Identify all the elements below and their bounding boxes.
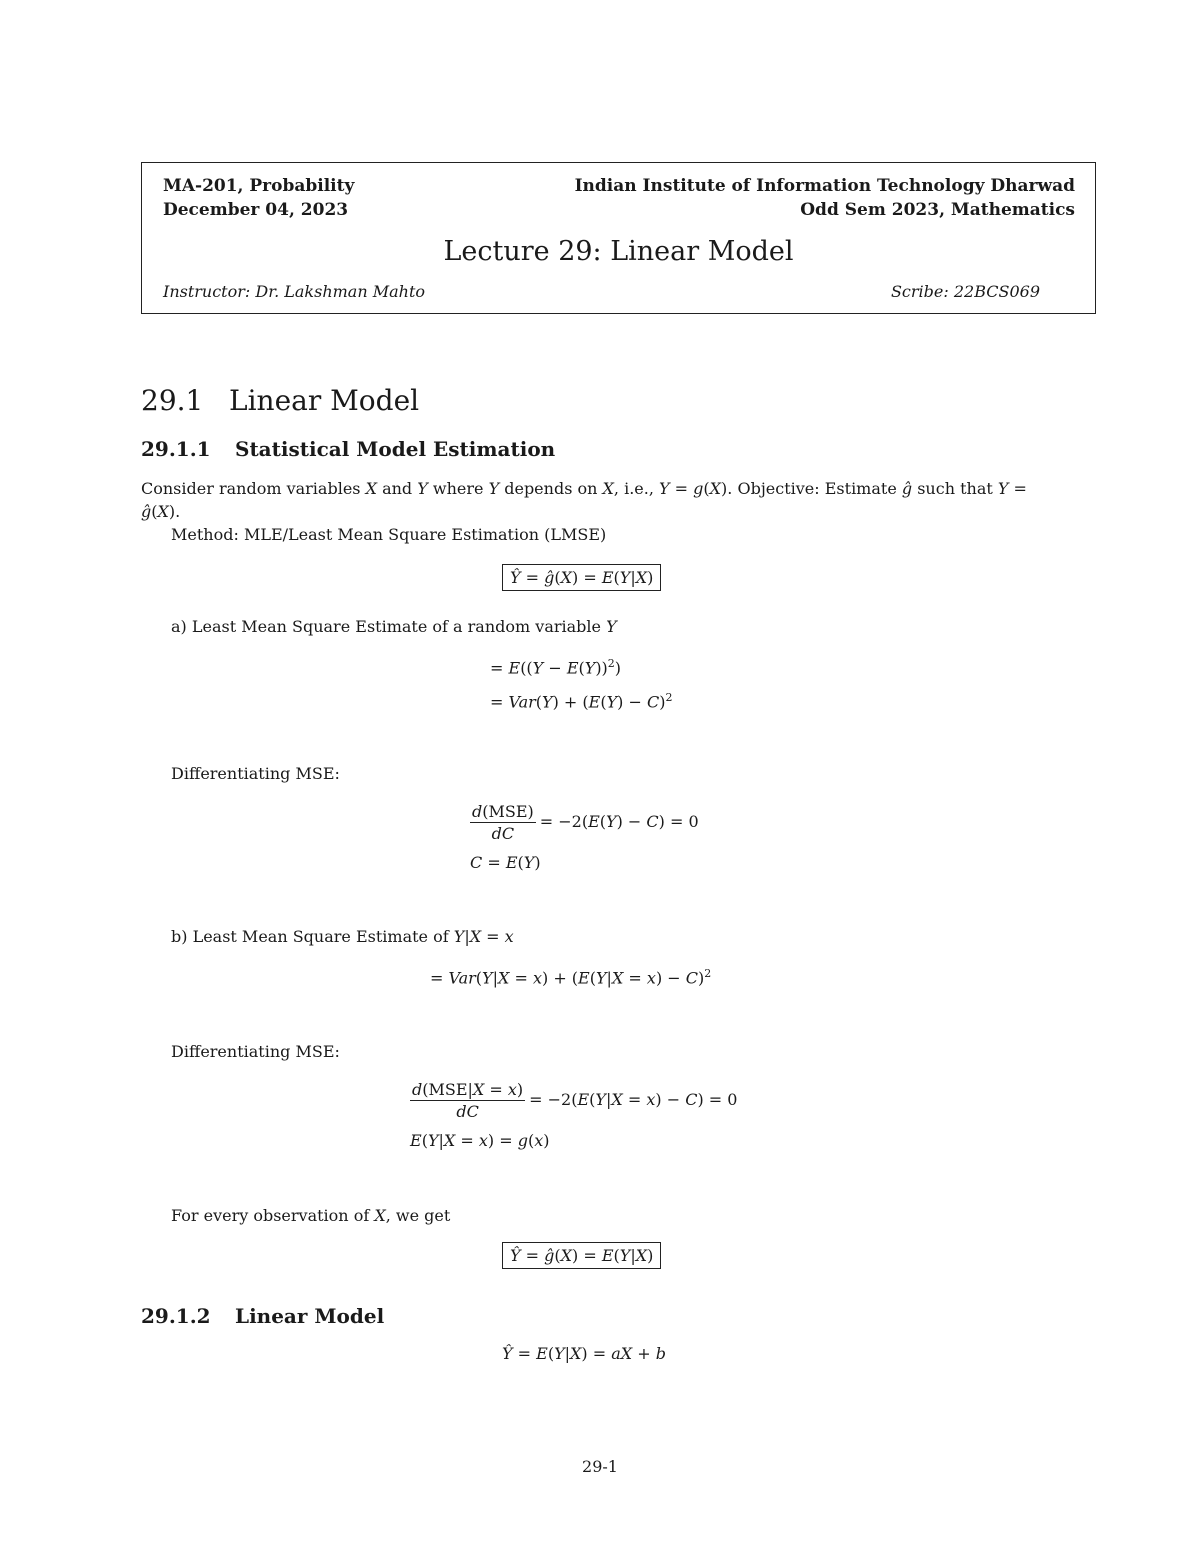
lecture-date: December 04, 2023 — [163, 200, 349, 220]
section-heading: 29.1 Linear Model — [141, 384, 420, 417]
page-number: 29-1 — [582, 1457, 618, 1476]
subsection-heading-1: 29.1.1 Statistical Model Estimation — [141, 437, 556, 461]
equation-b1: = Var(Y|X = x) + (E(Y|X = x) − C)$^2$ — [430, 967, 712, 988]
instructor: Instructor: Dr. Lakshman Mahto — [163, 282, 426, 301]
course-name: MA-201, Probability — [163, 176, 355, 196]
derivative-equation-1: $\frac{\text{d(MSE)}}{dC}$ = −2(E(Y) − C) = 0 — [472, 802, 699, 843]
differentiating-label-1: Differentiating MSE: — [171, 764, 340, 783]
differentiating-label-2: Differentiating MSE: — [171, 1042, 340, 1061]
part-a-line: a) Least Mean Square Estimate of a random variable Y — [171, 617, 617, 636]
derivative-equation-2: $\frac{\text{d(MSE|X = x)}}{dC}$ = −2(E(Y|X = x) − C) = 0 — [412, 1080, 738, 1121]
solution-equation-2: E(Y|X = x) = g(x) — [410, 1131, 550, 1150]
intro-paragraph: Consider random variables X and Y where Y depends on X, i.e., Y = g(X). Objective: Estimate ĝ such that Y = ĝ(X). — [141, 479, 1027, 521]
linear-model-equation: Ŷ = E(Y|X) = aX + b — [502, 1344, 667, 1363]
institute-name: Indian Institute of Information Technology Dharwad — [574, 176, 1075, 196]
equation-a2: = $Var(Y) + (E(Y) - C)^2$ — [490, 691, 673, 712]
subsection-heading-2: 29.1.2 Linear Model — [141, 1304, 385, 1328]
part-b-line: b) Least Mean Square Estimate of Y|X = x — [171, 927, 514, 946]
equation-a1: = $E((Y - E(Y))^2)$ — [490, 657, 622, 678]
scribe: Scribe: 22BCS069 — [890, 282, 1040, 301]
boxed-equation-1: Ŷ = ĝ(X) = E(Y|X) — [502, 564, 661, 591]
solution-equation-1: C = E(Y) — [470, 853, 541, 872]
every-observation-line: For every observation of X, we get — [171, 1206, 451, 1225]
method-line: Method: MLE/Least Mean Square Estimation (LMSE) — [171, 525, 607, 544]
boxed-equation-2: Ŷ = ĝ(X) = E(Y|X) — [502, 1242, 661, 1269]
lecture-title: Lecture 29: Linear Model — [443, 236, 794, 267]
semester: Odd Sem 2023, Mathematics — [800, 200, 1075, 220]
